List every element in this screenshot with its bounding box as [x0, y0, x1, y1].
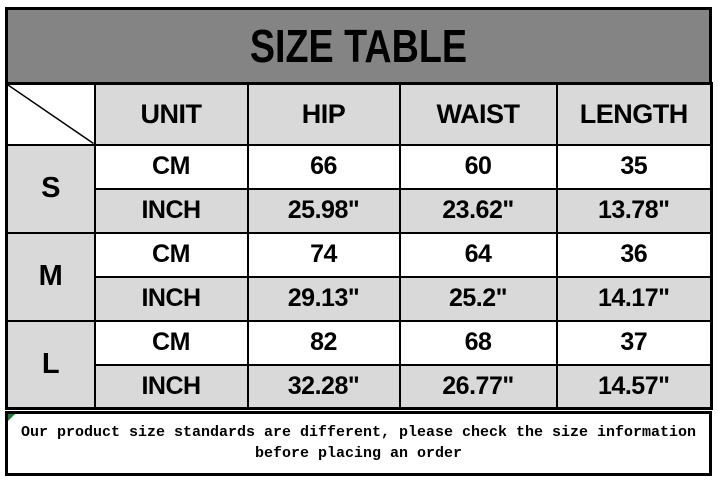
unit-cell: CM	[95, 233, 248, 277]
hip-cell: 29.13"	[248, 277, 400, 321]
waist-cell: 26.77"	[400, 365, 557, 409]
diagonal-header-cell	[7, 84, 95, 145]
size-chart-sheet	[5, 7, 712, 476]
table-row-l-cm	[7, 321, 712, 365]
unit-cell: CM	[95, 321, 248, 365]
length-cell: 13.78"	[557, 189, 712, 233]
size-label-l: L	[7, 321, 95, 409]
column-header-length: LENGTH	[557, 84, 712, 145]
waist-cell: 60	[400, 145, 557, 189]
waist-cell: 68	[400, 321, 557, 365]
size-note-line-1: Our product size standards are different, please check the size information	[20, 423, 697, 441]
waist-cell: 23.62"	[400, 189, 557, 233]
title-bar	[5, 7, 712, 82]
unit-cell: INCH	[95, 365, 248, 409]
length-cell: 36	[557, 233, 712, 277]
unit-cell: INCH	[95, 277, 248, 321]
diagonal-line-icon	[8, 85, 94, 144]
column-header-hip: HIP	[248, 84, 400, 145]
length-cell: 37	[557, 321, 712, 365]
length-cell: 14.57"	[557, 365, 712, 409]
column-header-unit: UNIT	[95, 84, 248, 145]
size-table	[5, 82, 713, 410]
hip-cell: 66	[248, 145, 400, 189]
table-row-s-inch	[7, 189, 712, 233]
cell-corner-marker-icon	[8, 414, 15, 421]
hip-cell: 32.28"	[248, 365, 400, 409]
hip-cell: 74	[248, 233, 400, 277]
column-header-waist: WAIST	[400, 84, 557, 145]
length-cell: 14.17"	[557, 277, 712, 321]
waist-cell: 25.2"	[400, 277, 557, 321]
hip-cell: 82	[248, 321, 400, 365]
size-label-s: S	[7, 145, 95, 233]
size-note-line-2: before placing an order	[254, 445, 463, 462]
size-note-box	[5, 411, 712, 476]
table-row-s-cm	[7, 145, 712, 189]
page-title: SIZE TABLE	[249, 20, 468, 72]
waist-cell: 64	[400, 233, 557, 277]
table-row-m-inch	[7, 277, 712, 321]
unit-cell: CM	[95, 145, 248, 189]
table-row-m-cm	[7, 233, 712, 277]
length-cell: 35	[557, 145, 712, 189]
header-row	[7, 84, 712, 145]
size-label-m: M	[7, 233, 95, 321]
table-row-l-inch	[7, 365, 712, 409]
unit-cell: INCH	[95, 189, 248, 233]
hip-cell: 25.98"	[248, 189, 400, 233]
